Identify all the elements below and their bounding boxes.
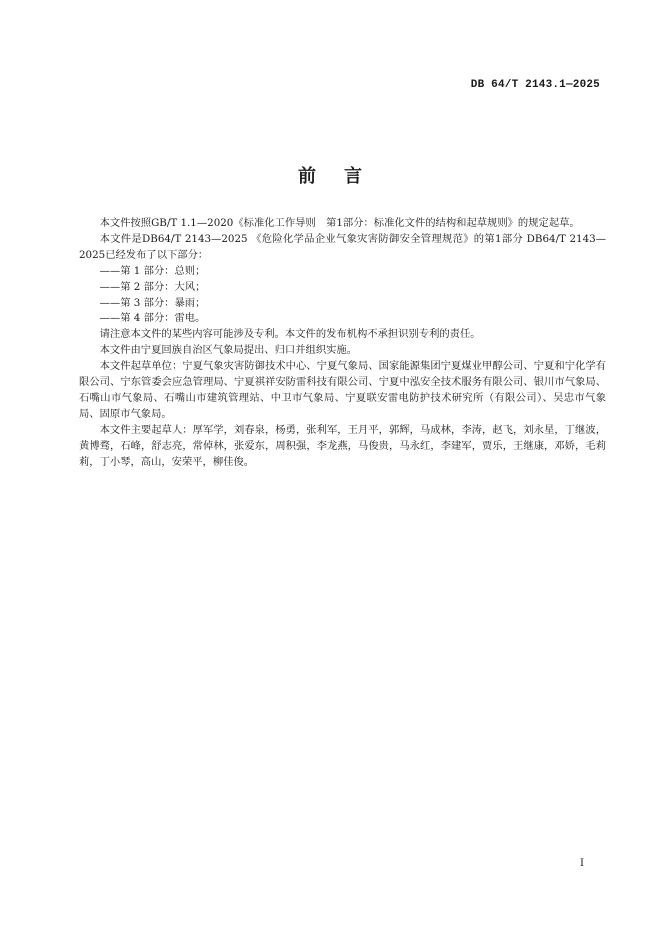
- foreword-body: [79, 216, 606, 471]
- paragraph-drafting-basis: 本文件按照GB/T 1.1—2020《标准化工作导则 第1部分：标准化文件的结构和起草规则》的规定起草。: [99, 217, 580, 229]
- paragraph-parts-intro: 本文件是DB64/T 2143—2025 《危险化学品企业气象灾害防御安全管理规范》的第1部分 DB64/T 2143—2025已经发布了以下部分：: [79, 232, 606, 261]
- standard-code: DB 64/T 2143.1—2025: [470, 79, 600, 91]
- paragraph-drafters: 本文件主要起草人：厚军学，刘春泉，杨勇，张利军，王月平，郭辉，马成林，李涛，赵飞，刘永星，丁继波，黄博骛，石峰，舒志亮，常倬林，张爱东，周积强，李龙燕，马俊贵，马永红，李建军，贾乐，王继康，邓娇，毛莉莉，丁小琴，高山，安荣平，柳佳俊。: [79, 423, 606, 468]
- title-char-2: 言: [344, 166, 364, 187]
- paragraph-drafting-units: 本文件起草单位：宁夏气象灾害防御技术中心、宁夏气象局、国家能源集团宁夏煤业甲醇公司、宁夏和宁化学有限公司、宁东管委会应急管理局、宁夏祺祥安防雷科技有限公司、宁夏中泓安全技术服务有限公司、银川市气象局、石嘴山市气象局、石嘴山市建筑管理站、中卫市气象局、宁夏联安雷电防护技术研究所（有限公司）、吴忠市气象局、固原市气象局。: [79, 360, 606, 420]
- title-char-1: 前: [298, 166, 318, 187]
- list-item-part-4: ——第 4 部分：雷电。: [99, 312, 206, 325]
- page-number: I: [580, 858, 584, 869]
- paragraph-patent-notice: 请注意本文件的某些内容可能涉及专利。本文件的发布机构不承担识别专利的责任。: [99, 328, 481, 341]
- page-title: [0, 162, 662, 188]
- paragraph-proposed-by: 本文件由宁夏回族自治区气象局提出、归口并组织实施。: [99, 344, 358, 357]
- list-item-part-1: ——第 1 部分：总则；: [99, 264, 206, 277]
- list-item-part-2: ——第 2 部分：大风；: [99, 280, 206, 293]
- list-item-part-3: ——第 3 部分：暴雨；: [99, 296, 206, 309]
